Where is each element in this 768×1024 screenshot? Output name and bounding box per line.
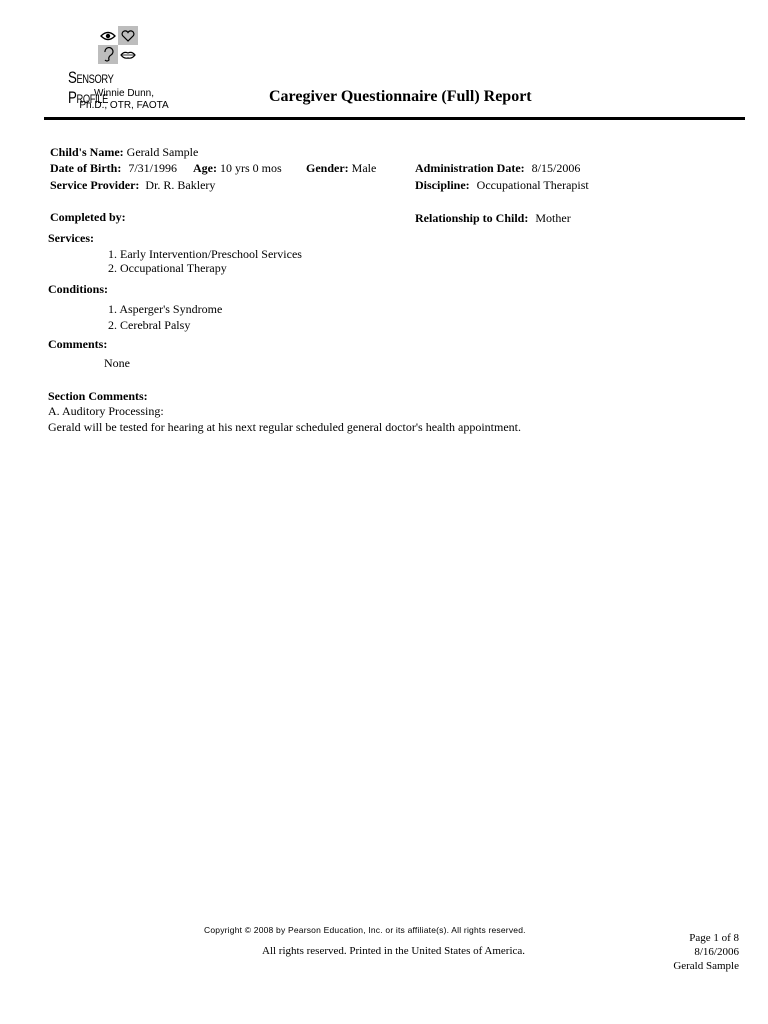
services-item: 1. Early Intervention/Preschool Services <box>108 247 302 261</box>
relationship-value: Mother <box>535 211 571 225</box>
provider-value: Dr. R. Baklery <box>145 178 216 192</box>
comments-value: None <box>104 356 130 370</box>
services-label: Services: <box>48 231 94 245</box>
relationship-label: Relationship to Child: <box>415 211 529 225</box>
child-name-label: Child's Name: <box>50 145 124 159</box>
conditions-item: 2. Cerebral Palsy <box>108 318 191 332</box>
provider-label: Service Provider: <box>50 178 140 192</box>
services-item: 2. Occupational Therapy <box>108 261 227 275</box>
logo-icon-grid <box>98 26 138 64</box>
page-number: Page 1 of 8 <box>689 932 739 944</box>
section-comments-label: Section Comments: <box>48 389 148 403</box>
lips-icon <box>118 45 138 64</box>
section-comments-heading: A. Auditory Processing: <box>48 404 164 418</box>
relationship-row <box>415 211 571 225</box>
footer-copyright: Copyright © 2008 by Pearson Education, Inc. or its affiliate(s). All rights reserved. <box>204 925 526 935</box>
header-divider <box>44 117 745 120</box>
heart-icon <box>118 26 138 45</box>
admin-date-row <box>415 161 580 175</box>
dob-value: 7/31/1996 <box>128 161 177 175</box>
footer-rights: All rights reserved. Printed in the United States of America. <box>262 945 526 957</box>
logo-author <box>74 88 174 112</box>
completed-by-label: Completed by: <box>50 210 126 224</box>
admin-date-value: 8/15/2006 <box>531 161 581 175</box>
gender-label: Gender: <box>306 161 349 175</box>
dob-label: Date of Birth: <box>50 161 122 175</box>
eye-icon <box>98 26 118 45</box>
admin-date-label: Administration Date: <box>415 161 525 175</box>
age-value: 10 yrs 0 mos <box>220 161 282 175</box>
discipline-value: Occupational Therapist <box>476 178 589 192</box>
child-name-row <box>50 145 198 159</box>
footer-date: 8/16/2006 <box>694 946 739 958</box>
conditions-label: Conditions: <box>48 282 109 296</box>
ear-icon <box>98 45 118 64</box>
comments-label: Comments: <box>48 337 108 351</box>
age-row <box>193 161 282 175</box>
child-name-value: Gerald Sample <box>126 145 199 159</box>
gender-row <box>306 161 376 175</box>
discipline-label: Discipline: <box>415 178 470 192</box>
footer-page-info <box>673 931 739 973</box>
logo-author-name: Winnie Dunn, <box>93 88 155 99</box>
logo-author-credentials: Ph.D., OTR, FAOTA <box>79 100 169 111</box>
provider-row <box>50 178 215 192</box>
report-title: Caregiver Questionnaire (Full) Report <box>269 88 532 105</box>
gender-value: Male <box>351 161 377 175</box>
discipline-row <box>415 178 589 192</box>
dob-row <box>50 161 177 175</box>
footer-child-name: Gerald Sample <box>673 960 739 972</box>
section-comments-text: Gerald will be tested for hearing at his next regular scheduled general doctor's health appointment. <box>48 420 521 434</box>
conditions-item: 1. Asperger's Syndrome <box>108 302 223 316</box>
age-label: Age: <box>193 161 217 175</box>
logo-title: Sensory Profile <box>68 68 114 107</box>
